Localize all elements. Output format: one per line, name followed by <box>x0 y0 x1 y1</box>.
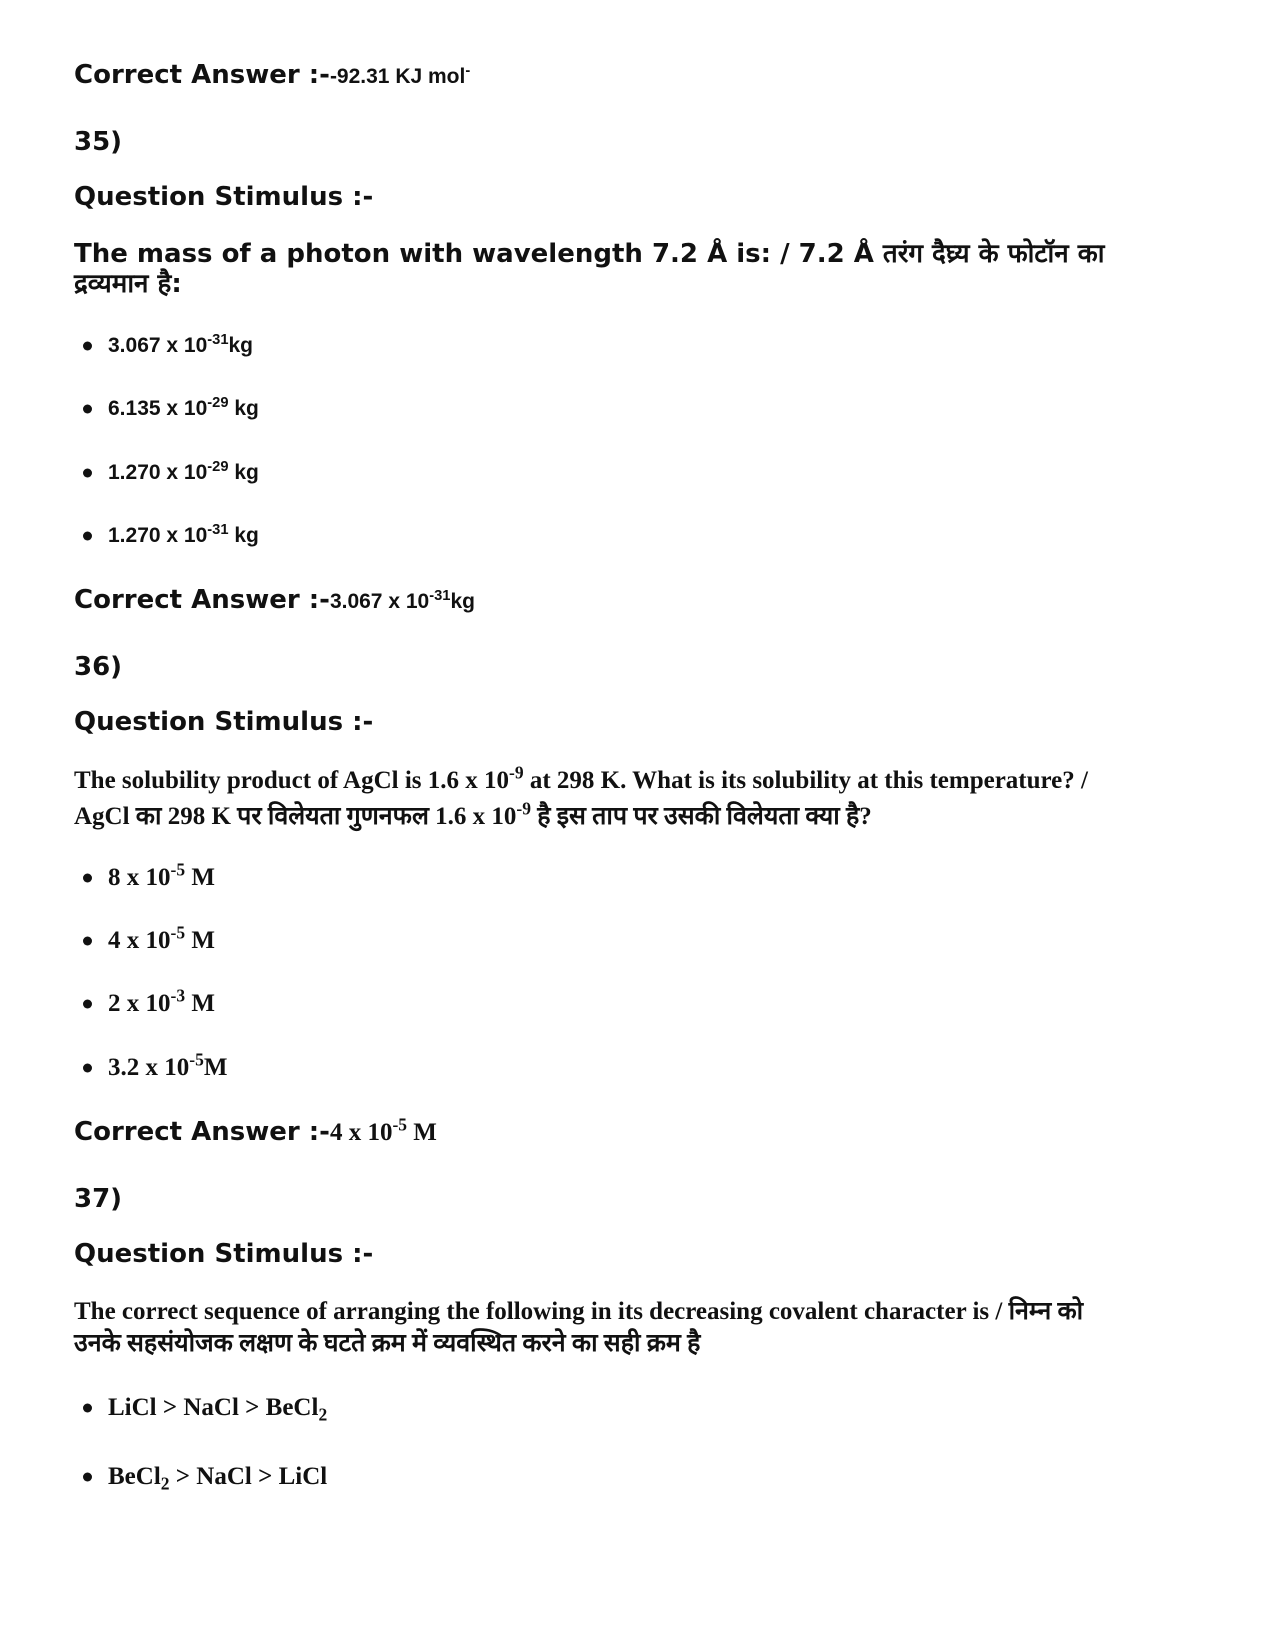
option-text: LiCl > NaCl > BeCl <box>108 1394 319 1421</box>
stimulus-exp: -9 <box>516 798 531 819</box>
option-unit: kg <box>228 334 254 357</box>
bullet-icon <box>83 1404 92 1413</box>
option-exp: -31 <box>207 521 229 538</box>
stimulus-text: at 298 K. What is its solubility at this temperature? / <box>523 767 1088 794</box>
q35-correct-answer <box>74 585 475 615</box>
bullet-icon <box>83 1064 92 1073</box>
option-base: 3.067 x 10 <box>108 334 208 357</box>
option-unit: kg <box>228 461 259 484</box>
stimulus-line-1 <box>74 763 1204 799</box>
stimulus-exp: -9 <box>509 762 524 783</box>
option-item[interactable] <box>108 1463 328 1494</box>
option-item[interactable] <box>108 458 259 485</box>
option-base: 2 x 10 <box>108 990 171 1017</box>
q37-stimulus <box>74 1294 1204 1362</box>
option-text: BeCl <box>108 1463 161 1490</box>
option-exp: -29 <box>207 458 229 475</box>
bullet-icon <box>83 469 92 478</box>
option-unit: M <box>185 927 215 954</box>
bullet-icon <box>83 1000 92 1009</box>
option-item[interactable] <box>108 331 254 358</box>
q37-stimulus-label: Question Stimulus :- <box>74 1239 374 1269</box>
answer-exp: -31 <box>429 587 451 604</box>
option-exp: -5 <box>170 922 186 943</box>
bullet-icon <box>83 937 92 946</box>
option-exp: -5 <box>170 859 186 880</box>
stimulus-line-2: द्रव्यमान है: <box>74 269 182 299</box>
stimulus-text: AgCl का 298 K पर विलेयता गुणनफल 1.6 x 10 <box>74 803 517 830</box>
bullet-icon <box>83 405 92 414</box>
answer-exp: -5 <box>392 1114 408 1135</box>
answer-unit: M <box>407 1119 437 1146</box>
option-base: 8 x 10 <box>108 864 171 891</box>
option-exp: -29 <box>207 394 229 411</box>
correct-answer-label: Correct Answer :- <box>74 60 330 90</box>
option-item[interactable] <box>108 394 259 421</box>
option-item[interactable] <box>108 1394 328 1425</box>
stimulus-text: है इस ताप पर उसकी विलेयता क्या है? <box>530 803 872 830</box>
option-item[interactable] <box>108 859 215 892</box>
option-unit: M <box>185 864 215 891</box>
option-exp: -5 <box>189 1049 204 1070</box>
option-text: > NaCl > LiCl <box>169 1463 328 1490</box>
q36-stimulus <box>74 763 1204 835</box>
q35-stimulus-label: Question Stimulus :- <box>74 182 374 212</box>
answer-unit: kg <box>450 590 475 613</box>
stimulus-line-1: The mass of a photon with wavelength 7.2 Å is: / 7.2 Å तरंग दैघ्र्य के फोटॉन का <box>74 239 1105 269</box>
option-base: 6.135 x 10 <box>108 397 208 420</box>
bullet-icon <box>83 342 92 351</box>
option-base: 1.270 x 10 <box>108 524 208 547</box>
answer-base: 3.067 x 10 <box>329 590 430 613</box>
correct-answer-value <box>329 1114 437 1146</box>
option-unit: M <box>203 1054 228 1081</box>
correct-answer-value <box>329 587 475 613</box>
q36-correct-answer <box>74 1114 437 1147</box>
stimulus-text: The solubility product of AgCl is 1.6 x 10 <box>74 767 510 794</box>
answer-text: -92.31 KJ mol <box>329 65 466 88</box>
option-base: 1.270 x 10 <box>108 461 208 484</box>
stimulus-line-2 <box>74 799 1204 835</box>
option-unit: kg <box>228 397 259 420</box>
option-sub: 2 <box>160 1473 170 1494</box>
question-number-36: 36) <box>74 652 123 682</box>
question-number-37: 37) <box>74 1184 123 1214</box>
correct-answer-value <box>329 62 471 88</box>
option-unit: M <box>185 990 215 1017</box>
q35-stimulus <box>74 237 1204 301</box>
option-sub: 2 <box>318 1404 328 1425</box>
option-base: 4 x 10 <box>108 927 171 954</box>
q34-correct-answer <box>74 60 470 90</box>
option-item[interactable] <box>108 922 215 955</box>
option-unit: kg <box>228 524 259 547</box>
q36-stimulus-label: Question Stimulus :- <box>74 707 374 737</box>
bullet-icon <box>83 532 92 541</box>
correct-answer-label: Correct Answer :- <box>74 1117 330 1147</box>
correct-answer-label: Correct Answer :- <box>74 585 330 615</box>
option-item[interactable] <box>108 985 215 1018</box>
option-item[interactable] <box>108 521 259 548</box>
option-base: 3.2 x 10 <box>108 1054 190 1081</box>
answer-base: 4 x 10 <box>329 1119 393 1146</box>
option-exp: -31 <box>207 331 229 348</box>
stimulus-line-2: उनके सहसंयोजक लक्षण के घटते क्रम में व्यवस्थित करने का सही क्रम है <box>74 1330 701 1357</box>
bullet-icon <box>83 874 92 883</box>
option-exp: -3 <box>170 985 186 1006</box>
question-number-35: 35) <box>74 127 123 157</box>
answer-sup: - <box>465 62 471 79</box>
option-item[interactable] <box>108 1049 228 1082</box>
bullet-icon <box>83 1473 92 1482</box>
stimulus-line-1: The correct sequence of arranging the following in its decreasing covalent character is / निम्न को <box>74 1298 1084 1325</box>
